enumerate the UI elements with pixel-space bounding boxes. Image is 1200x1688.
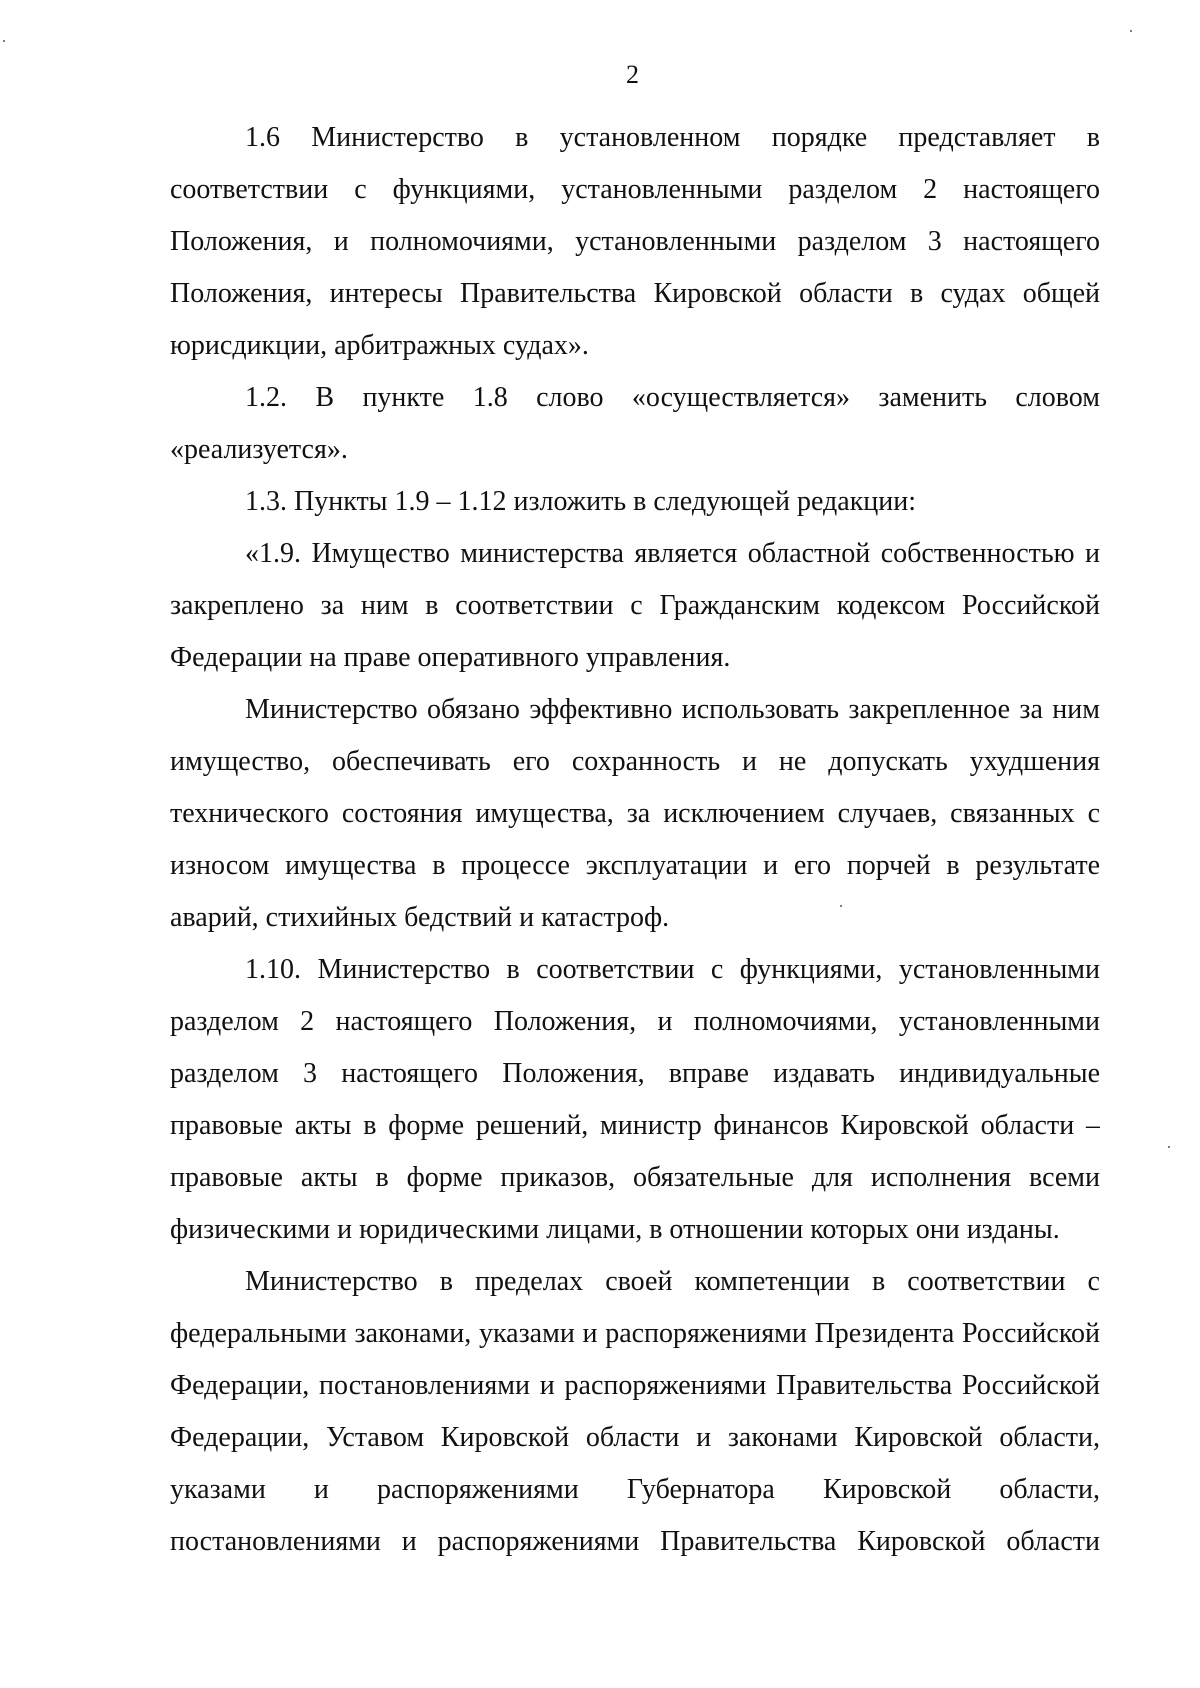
page-number: 2 bbox=[626, 60, 639, 89]
text-line: технического состояния имущества, за исключением случаев, связанных с bbox=[170, 798, 1100, 829]
text-line: указами и распоряжениями Губернатора Кировской области, bbox=[170, 1474, 1100, 1505]
text-line: разделом 3 настоящего Положения, вправе издавать индивидуальные bbox=[170, 1058, 1100, 1089]
text-line: Федерации, Уставом Кировской области и законами Кировской области, bbox=[170, 1422, 1100, 1453]
text-line: «1.9. Имущество министерства является областной собственностью и bbox=[245, 538, 1100, 569]
text-line: аварий, стихийных бедствий и катастроф. bbox=[170, 902, 670, 933]
text-line: имущество, обеспечивать его сохранность и не допускать ухудшения bbox=[170, 746, 1100, 777]
text-line: правовые акты в форме решений, министр финансов Кировской области – bbox=[170, 1110, 1100, 1141]
text-line: физическими и юридическими лицами, в отношении которых они изданы. bbox=[170, 1214, 1060, 1245]
scan-speck bbox=[840, 905, 842, 907]
text-line: соответствии с функциями, установленными разделом 2 настоящего bbox=[170, 174, 1100, 205]
text-line: Министерство в пределах своей компетенции в соответствии с bbox=[245, 1266, 1100, 1297]
scan-speck bbox=[1168, 1146, 1170, 1148]
scan-speck bbox=[1130, 30, 1132, 32]
text-line: федеральными законами, указами и распоряжениями Президента Российской bbox=[170, 1318, 1100, 1349]
text-line: Министерство обязано эффективно использовать закрепленное за ним bbox=[245, 694, 1100, 725]
text-line: Положения, и полномочиями, установленными разделом 3 настоящего bbox=[170, 226, 1100, 257]
text-line: Федерации, постановлениями и распоряжениями Правительства Российской bbox=[170, 1370, 1100, 1401]
text-line: постановлениями и распоряжениями Правительства Кировской области bbox=[170, 1526, 1100, 1557]
scan-speck bbox=[3, 40, 5, 42]
document-body bbox=[170, 112, 1100, 1568]
text-line: износом имущества в процессе эксплуатации и его порчей в результате bbox=[170, 850, 1100, 881]
text-line: разделом 2 настоящего Положения, и полномочиями, установленными bbox=[170, 1006, 1100, 1037]
text-line: закреплено за ним в соответствии с Гражданским кодексом Российской bbox=[170, 590, 1100, 621]
text-line: 1.2. В пункте 1.8 слово «осуществляется» заменить словом bbox=[245, 382, 1100, 413]
text-line: Положения, интересы Правительства Кировской области в судах общей bbox=[170, 278, 1100, 309]
text-line: 1.10. Министерство в соответствии с функциями, установленными bbox=[245, 954, 1100, 985]
text-line: 1.3. Пункты 1.9 – 1.12 изложить в следующей редакции: bbox=[245, 486, 917, 517]
text-line: Федерации на праве оперативного управления. bbox=[170, 642, 731, 673]
text-line: правовые акты в форме приказов, обязательные для исполнения всеми bbox=[170, 1162, 1100, 1193]
text-line: 1.6 Министерство в установленном порядке представляет в bbox=[245, 122, 1100, 153]
text-line: юрисдикции, арбитражных судах». bbox=[170, 330, 589, 361]
text-line: «реализуется». bbox=[170, 434, 348, 465]
